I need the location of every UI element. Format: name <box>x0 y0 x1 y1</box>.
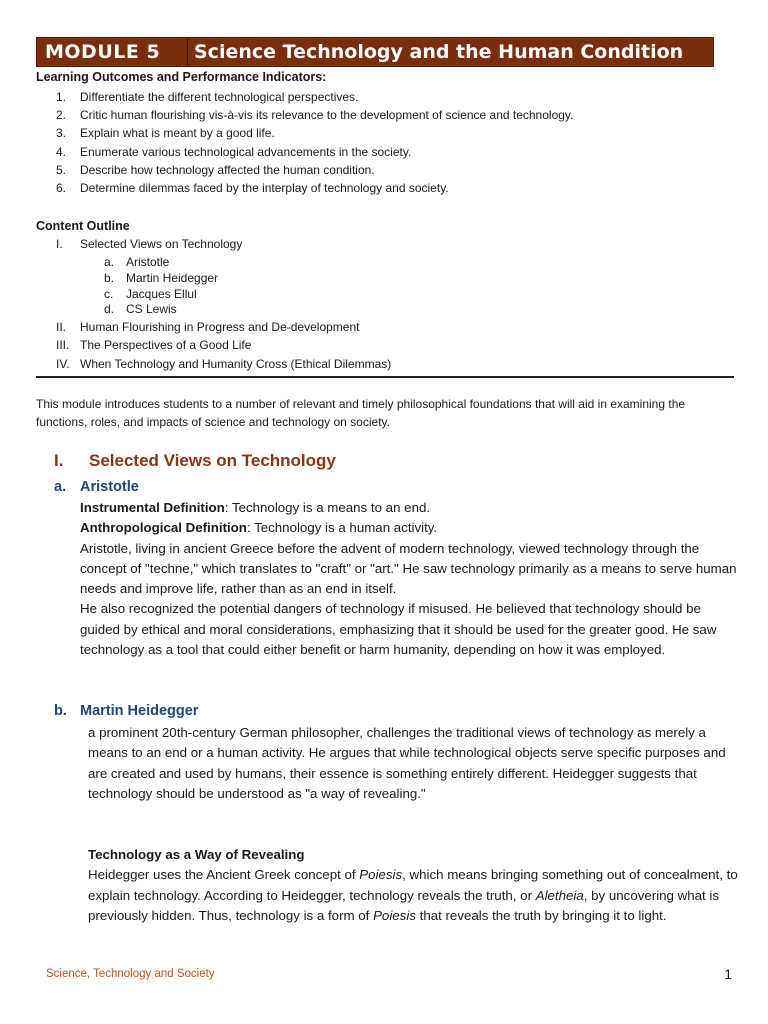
paragraph <box>88 865 738 926</box>
definition-label: Anthropological Definition <box>80 520 247 536</box>
list-number: 3. <box>56 126 67 141</box>
list-text: Human Flourishing in Progress and De-development <box>80 320 360 334</box>
list-number: 5. <box>56 162 67 177</box>
list-letter: c. <box>104 286 114 301</box>
list-item <box>104 271 218 287</box>
definition-text: : Technology is a human activity. <box>246 520 438 536</box>
text-run: Heidegger uses the Ancient Greek concept of <box>88 867 360 883</box>
text-run: , which means bringing something out of concealment, to explain technology. According to Heidegger, technology reveals the truth, or <box>88 867 738 903</box>
paragraph: He also recognized the potential dangers of technology if misused. He believed that technology should be guided by ethical and moral considerations, emphasizing that it should be used for the greater good. He saw technology as a tool that could either benefit or harm humanity, depending on how it was employed. <box>80 601 717 658</box>
list-item <box>56 106 573 124</box>
revealing-section <box>88 845 738 926</box>
definition-text: : Technology is a means to an end. <box>224 500 431 515</box>
list-item <box>56 143 573 161</box>
list-number: 1. <box>56 90 67 104</box>
list-text: Determine dilemmas faced by the interplay of technology and society. <box>80 180 449 195</box>
list-text: The Perspectives of a Good Life <box>80 338 252 353</box>
list-item <box>56 318 391 336</box>
instrumental-definition <box>80 498 740 518</box>
content-outline-list <box>56 236 242 253</box>
list-item <box>56 88 573 106</box>
list-number: II. <box>56 320 67 334</box>
list-item <box>104 255 218 271</box>
list-text: Selected Views on Technology <box>80 237 243 251</box>
list-item <box>56 336 391 354</box>
module-number: MODULE 5 <box>37 38 188 66</box>
emphasis-poiesis: Poiesis <box>359 867 403 883</box>
list-number: III. <box>56 338 70 353</box>
emphasis-poiesis: Poiesis <box>373 907 416 923</box>
list-item <box>56 179 573 197</box>
divider <box>36 376 734 378</box>
list-letter: b. <box>104 270 115 285</box>
list-number: IV. <box>56 356 70 371</box>
paragraph: a prominent 20th-century German philosopher, challenges the traditional views of technology as merely a means to an end or a human activity. He argues that while technological objects serve specific purposes and are created and used by humans, their essence is something entirely different. Heidegger suggests that technology should be understood as "a way of revealing." <box>88 725 726 801</box>
content-outline-list-continued <box>56 318 391 373</box>
subsection-title: Martin Heidegger <box>80 703 199 719</box>
heidegger-body <box>88 723 738 804</box>
text-run: , by uncovering what is previously hidden. Thus, technology is a form of <box>88 887 720 923</box>
emphasis-aletheia: Aletheia <box>535 887 584 903</box>
section-number: I. <box>54 451 64 470</box>
list-item <box>56 355 391 373</box>
list-item <box>56 236 242 253</box>
list-item <box>104 302 218 318</box>
list-text: Aristotle <box>126 255 170 269</box>
footer-course-name: Science, Technology and Society <box>46 968 215 980</box>
subsection-heading-heidegger <box>54 703 198 719</box>
text-run: that reveals the truth by bringing it to light. <box>415 907 667 923</box>
list-text: Differentiate the different technological perspectives. <box>80 90 359 104</box>
list-number: 4. <box>56 144 67 159</box>
list-letter: a. <box>104 255 115 269</box>
page-number: 1 <box>724 966 732 982</box>
list-text: Critic human flourishing vis-à-vis its relevance to the development of science and technology. <box>80 108 574 123</box>
list-text: When Technology and Humanity Cross (Ethical Dilemmas) <box>80 356 392 371</box>
list-letter: d. <box>104 302 115 317</box>
aristotle-body <box>80 498 740 660</box>
module-header <box>36 37 714 67</box>
module-title: Science Technology and the Human Condition <box>188 38 713 66</box>
list-item <box>56 124 573 142</box>
section-title: Selected Views on Technology <box>89 451 336 470</box>
learning-outcomes-heading: Learning Outcomes and Performance Indicators: <box>36 70 327 84</box>
learning-outcomes-list <box>56 88 573 197</box>
list-text: Jacques Ellul <box>126 286 197 301</box>
content-outline-heading: Content Outline <box>36 219 130 233</box>
list-item <box>56 161 573 179</box>
subsection-letter: a. <box>54 479 67 495</box>
subsection-letter: b. <box>54 703 67 719</box>
anthropological-definition <box>80 518 740 538</box>
list-text: Martin Heidegger <box>126 270 219 285</box>
list-text: CS Lewis <box>126 302 177 317</box>
definition-label: Instrumental Definition <box>80 500 225 515</box>
subsection-heading-aristotle <box>54 479 139 495</box>
minor-heading: Technology as a Way of Revealing <box>88 847 305 862</box>
content-outline-sublist <box>104 255 218 318</box>
intro-paragraph: This module introduces students to a number of relevant and timely philosophical foundations that will aid in examining the functions, roles, and impacts of science and technology on society. <box>36 397 686 429</box>
list-text: Explain what is meant by a good life. <box>80 126 275 141</box>
paragraph: Aristotle, living in ancient Greece before the advent of modern technology, viewed technology through the concept of "techne," which translates to "craft" or "art." He saw technology primarily as a means to serve human needs and improve life, rather than as an end in itself. <box>80 540 737 597</box>
list-number: 2. <box>56 108 67 123</box>
list-item <box>104 287 218 303</box>
subsection-title: Aristotle <box>80 479 139 495</box>
list-text: Enumerate various technological advancements in the society. <box>80 144 412 159</box>
list-text: Describe how technology affected the human condition. <box>80 162 375 177</box>
list-number: 6. <box>56 180 67 195</box>
list-number: I. <box>56 237 63 251</box>
section-heading <box>54 451 336 471</box>
